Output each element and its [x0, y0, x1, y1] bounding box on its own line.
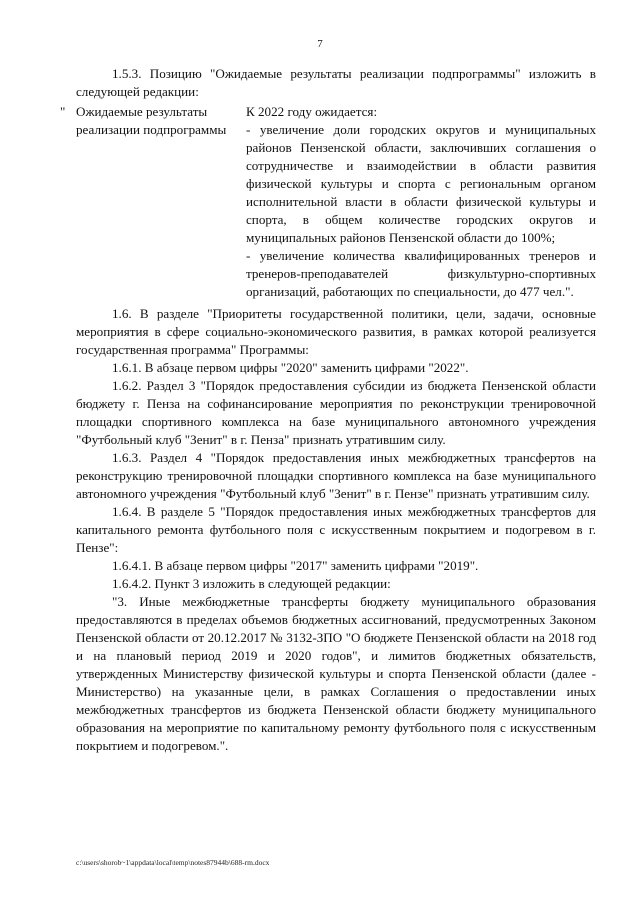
paragraph-1-6-3: 1.6.3. Раздел 4 "Порядок предоставления иных межбюджетных трансфертов на реконструкцию тренировочной площадки спортивного комплекса на базе муниципального автономного учреждения "Футбольный клуб "Зенит" в г. Пензе" признать утратившим силу. — [76, 450, 596, 501]
footer-file-path: c:\users\shorob~1\appdata\local\temp\notes87944b\688-rm.docx — [76, 858, 270, 867]
paragraph-1-6-2: 1.6.2. Раздел 3 "Порядок предоставления субсидии из бюджета Пензенской области бюджету г. Пенза на софинансирование мероприятия по реконструкции тренировочной площадки спортивного комплекса на базе муниципального автономного учреждения "Футбольный клуб "Зенит" в г. Пенза" признать утратившим силу. — [76, 378, 596, 447]
paragraph-1-6-4-1: 1.6.4.1. В абзаце первом цифры "2017" заменить цифрами "2019". — [112, 558, 479, 573]
paragraph-1-6-4: 1.6.4. В разделе 5 "Порядок предоставления иных межбюджетных трансфертов для капитального ремонта футбольного поля с искусственным покрытием и подогревом в г. Пензе": — [76, 504, 596, 555]
table-right-line: - увеличение доли городских округов и муниципальных районов Пензенской области, заключивших соглашения о сотрудничестве и взаимодействии в области развития физической культуры и спорта с региональным органом исполнительной власти в области физической культуры и спорта, в общем количестве городских округов и муниципальных районов Пензенской области до 100%; — [246, 122, 596, 245]
table-right-cell — [246, 103, 596, 301]
paragraph-1-6-4-2: 1.6.4.2. Пункт 3 изложить в следующей редакции: — [112, 576, 391, 591]
results-table — [60, 103, 596, 301]
paragraph-1-6-1: 1.6.1. В абзаце первом цифры "2020" заменить цифрами "2022". — [112, 360, 469, 375]
document-body — [60, 65, 596, 755]
paragraph-1-6: 1.6. В разделе "Приоритеты государственной политики, цели, задачи, основные мероприятия в сфере социально-экономического развития, в рамках которой реализуется государственная программа" Программы: — [76, 306, 596, 357]
opening-quote-mark: " — [60, 104, 66, 119]
table-right-line: - увеличение количества квалифицированных тренеров и тренеров-преподавателей физкультурно-спортивных организаций, работающих по специальности, до 477 чел.". — [246, 248, 596, 299]
intro-paragraph: 1.5.3. Позицию "Ожидаемые результаты реализации подпрограммы" изложить в следующей редакции: — [76, 66, 596, 99]
table-left-cell: Ожидаемые результаты реализации подпрограммы — [76, 104, 227, 137]
paragraph-clause-3: "3. Иные межбюджетные трансферты бюджету муниципального образования предоставляются в пределах объемов бюджетных ассигнований, предусмотренных Законом Пензенской области от 20.12.2017 № 3132-ЗПО "О бюджете Пензенской области на 2018 год и на плановый период 2019 и 2020 годов", и лимитов бюджетных обязательств, утвержденных Министерству физической культуры и спорта Пензенской области (далее - Министерство) на указанные цели, в рамках Соглашения о предоставлении иных межбюджетных трансфертов из бюджета Пензенской области бюджету муниципального образования на мероприятие по капитальному ремонту футбольного поля с искусственным покрытием и подогревом.". — [76, 594, 596, 753]
page-number: 7 — [317, 38, 323, 50]
table-right-line: К 2022 году ожидается: — [246, 104, 378, 119]
